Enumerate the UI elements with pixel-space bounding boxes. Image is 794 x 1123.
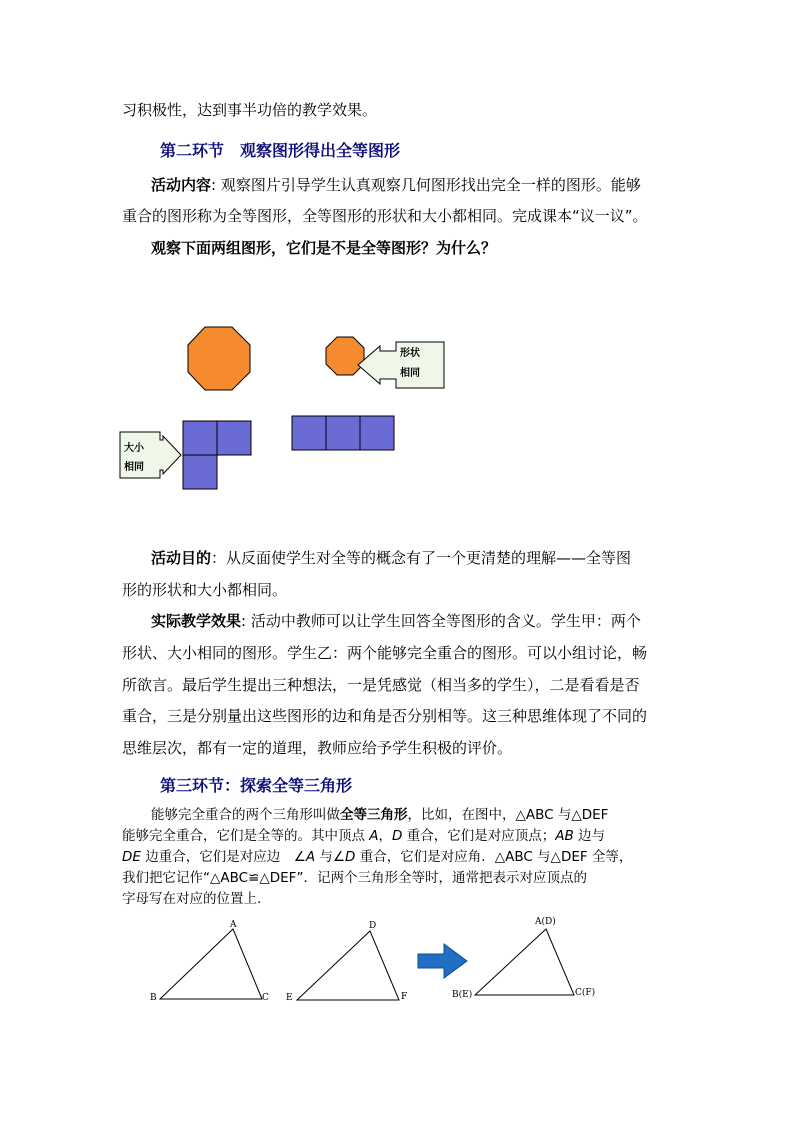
effect-line3: 所欲言。最后学生提出三种想法，一是凭感觉（相当多的学生），二是看看是否 [122,676,640,694]
label-ad: A(D) [535,917,556,927]
label-d: D [369,921,377,931]
var-angle-A: A [305,849,316,865]
shape-callout-line2: 相同 [400,368,420,379]
triangle-def [297,931,399,1000]
s3-line1-a: 能够完全重合的两个三角形叫做 [151,807,340,823]
size-callout-line2: 相同 [124,462,144,473]
s3-line3-c: 重合，它们是对应角．△ABC 与△DEF 全等， [355,849,633,865]
purpose-label: 活动目的 [151,549,212,567]
s3-line2-b: 重合，它们是对应顶点； [402,828,556,844]
purpose-text: ：从反面使学生对全等的概念有了一个更清楚的理解——全等图 [211,549,632,567]
label-b: B [150,993,157,1003]
section2-heading: 第二环节 观察图形得出全等图形 [160,141,401,160]
s3-line2-sep: ， [378,828,393,844]
label-c: C [262,993,269,1003]
var-D: D [392,828,403,844]
purpose-line2: 形的形状和大小都相同。 [122,581,288,599]
question-text: 观察下面两组图形，它们是不是全等图形？为什么？ [151,239,497,257]
term-congruent-triangles: 全等三角形 [340,807,408,823]
triangle-abc [160,929,262,999]
var-AB: AB [555,828,574,844]
label-cf: C(F) [575,988,596,998]
label-e: E [286,993,293,1003]
activity-content-text: : 观察图片引导学生认真观察几何图形找出完全一样的图形。能够 [211,176,641,194]
shape-callout-line1: 形状 [400,348,420,359]
label-a: A [230,920,237,930]
effect-text: : 活动中教师可以让学生回答全等图形的含义。学生甲：两个 [241,612,641,630]
activity-content-line2: 重合的图形称为全等图形，全等图形的形状和大小都相同。完成课本“议一议”。 [122,207,648,225]
s3-line3-a: 边重合，它们是对应边 ∠ [140,849,306,865]
s3-line2-end: 边与 [573,828,606,844]
section3-heading: 第三环节：探索全等三角形 [160,776,353,795]
effect-line4: 重合，三是分别量出这些图形的边和角是否分别相等。这三种思维体现了不同的 [122,707,648,725]
effect-line5: 思维层次，都有一定的道理，教师应给予学生积极的评价。 [122,739,513,757]
var-angle-D: D [345,849,356,865]
s3-line4: 我们把它记作“△ABC≌△DEF”．记两个三角形全等时，通常把表示对应顶点的 [122,870,587,886]
effect-line2: 形状、大小相同的图形。学生乙：两个能够完全重合的图形。可以小组讨论，畅 [122,644,648,662]
effect-label: 实际教学效果 [151,612,242,630]
activity-content-label: 活动内容 [151,176,212,194]
intro-text: 习积极性，达到事半功倍的教学效果。 [122,101,378,119]
s3-line1-c: ，比如，在图中，△ABC 与△DEF [407,807,609,823]
var-A: A [369,828,379,844]
var-DE: DE [122,849,141,865]
s3-line5: 字母写在对应的位置上. [122,891,262,907]
right-arrow-icon [418,944,467,978]
size-callout-line1: 大小 [124,443,144,454]
s3-line3-b: 与∠ [315,849,345,865]
label-be: B(E) [452,990,473,1000]
triangle-overlap [475,929,574,995]
label-f: F [401,992,408,1002]
s3-line2-a: 能够完全重合，它们是全等的。其中顶点 [122,828,370,844]
